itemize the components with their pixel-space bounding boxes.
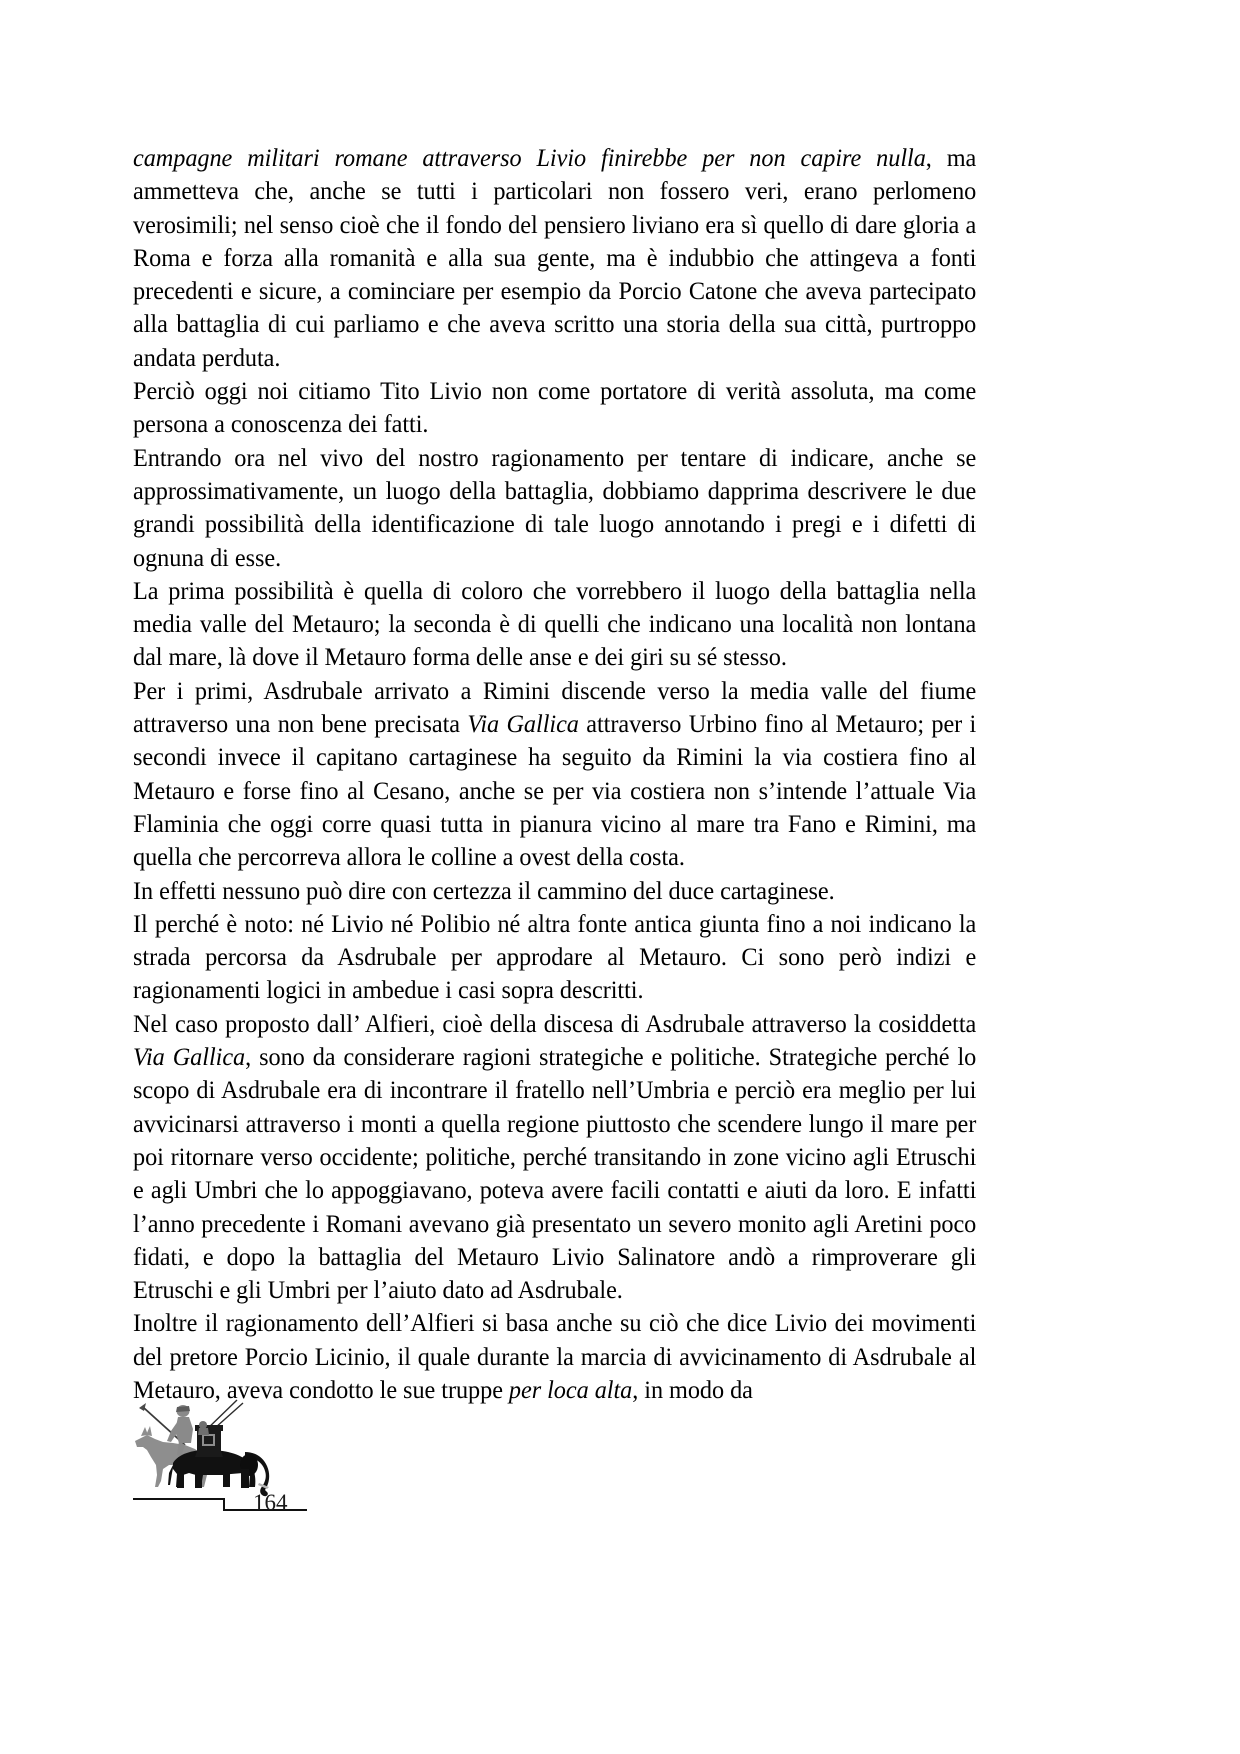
text-run: Perciò oggi noi citiamo Tito Livio non come portatore di verità assoluta, ma come persona a conoscenza dei fatti.: [133, 377, 977, 439]
paragraph: [133, 442, 976, 575]
footer-rule-upper-segment: [133, 1498, 225, 1500]
text-run: In effetti nessuno può dire con certezza il cammino del duce cartaginese.: [133, 876, 835, 905]
paragraph: [133, 142, 976, 375]
paragraph: [133, 675, 976, 875]
text-run: Inoltre il ragionamento dell’Alfieri si basa anche su ciò che dice Livio dei movimenti del pretore Porcio Licinio, il quale durante la marcia di avvicinamento di Asdrubale al Metauro, aveva condotto le sue truppe: [133, 1309, 977, 1404]
footer-rule: [133, 1490, 433, 1526]
body-text-block: [133, 142, 976, 1407]
text-run: Per i primi, Asdrubale arrivato a Rimini discende verso la media valle del fiume attraverso una non bene precisata: [133, 676, 977, 739]
text-run: Il perché è noto: né Livio né Polibio né altra fonte antica giunta fino a noi indicano la strada percorsa da Asdrubale per approdare al Metauro. Ci sono però indizi e ragionamenti logici in ambedue i casi sopra descritti.: [133, 909, 977, 1005]
page-number: 164: [253, 1490, 288, 1515]
text-run: Entrando ora nel vivo del nostro ragionamento per tentare di indicare, anche se approssimativamente, un luogo della battaglia, dobbiamo dapprima descrivere le due grandi possibilità della identificazione di tale luogo annotando i pregi e i difetti di ognuna di esse.: [133, 443, 977, 572]
text-run: attraverso Urbino fino al Metauro; per i secondi invece il capitano cartaginese ha seguito da Rimini la via costiera fino al Metauro e forse fino al Cesano, anche se per via costiera non s’intende l’attuale Via Flaminia che oggi corre quasi tutta in pianura vicino al mare tra Fano e Rimini, ma quella che percorreva allora le colline a ovest della costa.: [133, 710, 977, 872]
paragraph: [133, 875, 976, 908]
paragraph: [133, 375, 976, 442]
paragraph: [133, 575, 976, 675]
text-run: Nel caso proposto dall’ Alfieri, cioè della discesa di Asdrubale attraverso la cosiddetta: [133, 1009, 977, 1038]
paragraph: [133, 1307, 976, 1407]
italic-run: campagne militari romane attraverso Livio finirebbe per non capire nulla: [133, 144, 926, 172]
italic-run: Via Gallica: [467, 710, 579, 739]
italic-run: per loca alta: [508, 1375, 633, 1404]
paragraph: [133, 1008, 976, 1308]
page-footer: [133, 1395, 433, 1555]
paragraph: [133, 908, 976, 1008]
text-run: La prima possibilità è quella di coloro che vorrebbero il luogo della battaglia nella media valle del Metauro; la seconda è di quelli che indicano una località non lontana dal mare, là dove il Metauro forma delle anse e dei giri su sé stesso.: [133, 576, 977, 672]
howdah-crew-silhouette: [198, 1421, 209, 1435]
text-run: , sono da considerare ragioni strategiche e politiche. Strategiche perché lo scopo di Asdrubale era di incontrare il fratello nell’Umbria e perciò era meglio per lui avvicinarsi attraverso i monti a quella regione piuttosto che scendere lungo il mare per poi ritornare verso occidente; politiche, perché transitando in zone vicino agli Etruschi e agli Umbri che lo appoggiavano, poteva avere facili contatti e aiuti da loro. E infatti l’anno precedente i Romani avevano già presentato un severo monito agli Aretini poco fidati, e dopo la battaglia del Metauro Livio Salinatore andò a rimproverare gli Etruschi e gli Umbri per l’aiuto dato ad Asdrubale.: [133, 1043, 977, 1305]
text-run: , ma ammetteva che, anche se tutti i particolari non fossero veri, erano perlomeno verosimili; nel senso cioè che il fondo del pensiero liviano era sì quello di dare gloria a Roma e forza alla romanità e alla sua gente, ma è indubbio che attingeva a fonti precedenti e sicure, a cominciare per esempio da Porcio Catone che aveva partecipato alla battaglia di cui parliamo e che aveva scritto una storia della sua città, purtroppo andata perduta.: [133, 144, 977, 372]
italic-run: Via Gallica: [133, 1043, 246, 1072]
text-run: , in modo da: [632, 1375, 753, 1404]
